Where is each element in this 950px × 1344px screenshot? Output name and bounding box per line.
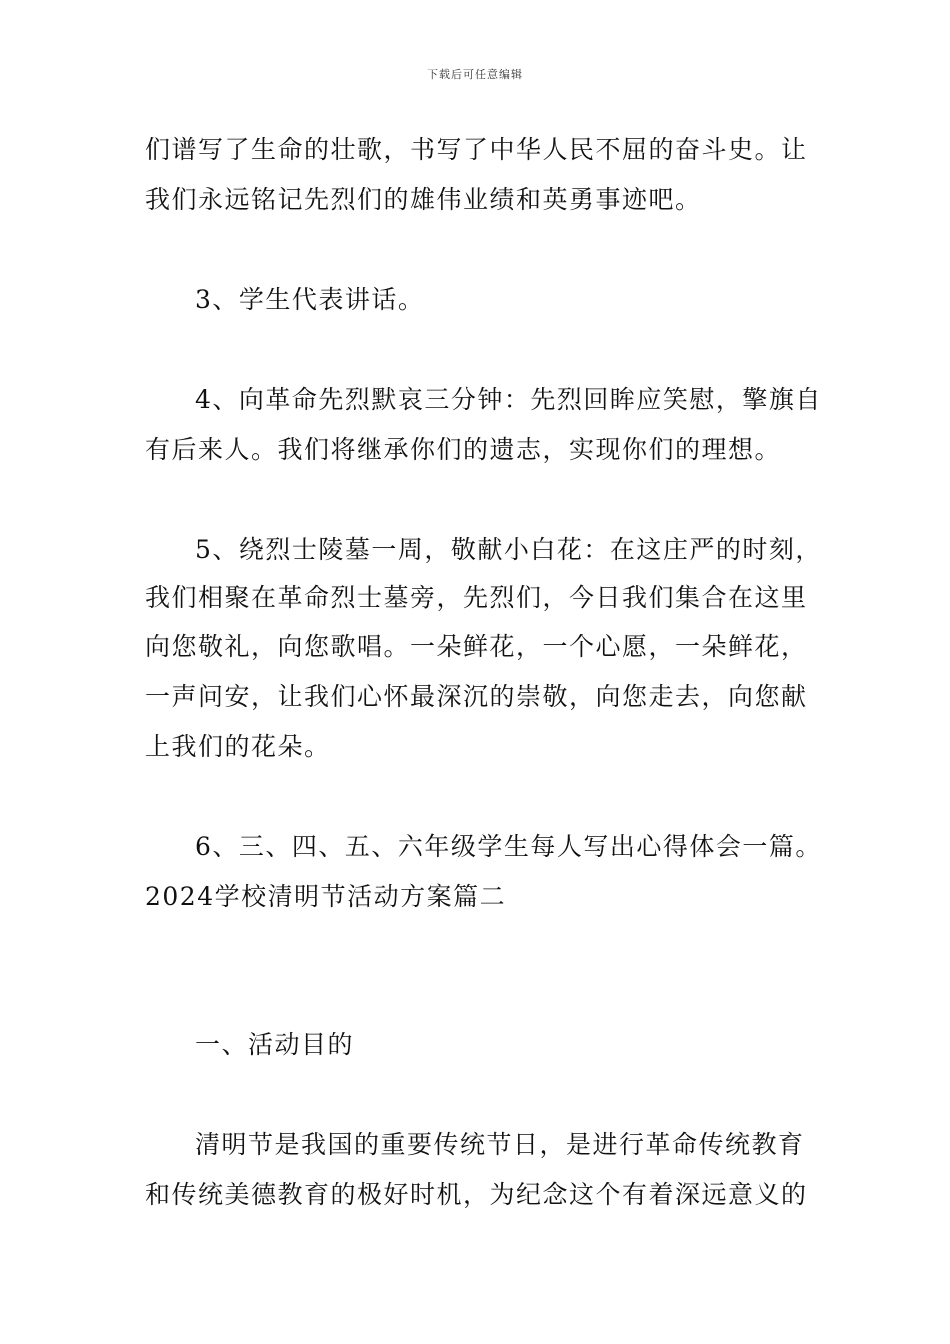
paragraph-line: 们谱写了生命的壮歌，书写了中华人民不屈的奋斗史。让 [145,135,808,164]
list-item-5-line: 向您敬礼，向您歌唱。一朵鲜花，一个心愿，一朵鲜花， [145,632,808,661]
paragraph-line: 和传统美德教育的极好时机，为纪念这个有着深远意义的 [145,1180,808,1209]
list-item-5-line: 我们相聚在革命烈士墓旁，先烈们，今日我们集合在这里 [145,583,808,612]
list-item-5-line: 上我们的花朵。 [145,732,331,761]
list-item-3: 3、学生代表讲话。 [195,285,425,314]
list-item-4-line: 有后来人。我们将继承你们的遗志，实现你们的理想。 [145,435,782,464]
paragraph-line: 清明节是我国的重要传统节日，是进行革命传统教育 [195,1130,805,1159]
list-item-5-line: 一声问安，让我们心怀最深沉的崇敬，向您走去，向您献 [145,682,808,711]
paragraph-line: 我们永远铭记先烈们的雄伟业绩和英勇事迹吧。 [145,185,702,214]
section-title: 2024学校清明节活动方案篇二 [145,882,507,911]
list-item-5-line: 5、绕烈士陵墓一周，敬献小白花：在这庄严的时刻， [195,535,822,564]
list-item-6: 6、三、四、五、六年级学生每人写出心得体会一篇。 [195,832,822,861]
heading-activity-purpose: 一、活动目的 [195,1030,355,1059]
list-item-4-line: 4、向革命先烈默哀三分钟：先烈回眸应笑慰，擎旗自 [195,385,822,414]
page-header-note: 下载后可任意编辑 [427,68,523,81]
